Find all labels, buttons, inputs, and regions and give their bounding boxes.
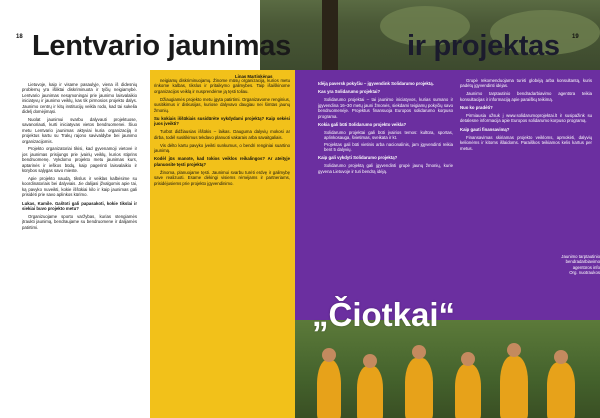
interview-question: Lukas, Kamile. Gaštoti gali papasakoti, kokie tikslai ir siekiai buvo projekto metu?	[22, 200, 137, 212]
interview-question: Su kokiais iššūkiais susidūrėte vykdydami projektą? Kaip sekėsi juos įveikti?	[154, 115, 290, 127]
info-answer: Finansavimas skiriamas projekto veikloms, apmokėti, dalyvių kelionėms ir kitoms išlaidoms. Paraiškos teikiamos kelis kartus per metus.	[460, 134, 592, 151]
group-photo	[295, 320, 600, 418]
paragraph: Apie projekto naudą, tikslus ir veiklas kalbėsime su koordinatoriais bei dalyviais. Jie dalijasi įžvalgomis apie tai, ką pavyko nuveikti, kokie iššūkiai kilo ir kaip jaunimas gali prisidėti prie savo aplinkos kūrimo.	[22, 176, 137, 198]
signature-line: Jaunimo tarptautinio bendradarbiavimo	[561, 254, 600, 265]
text-column-1	[22, 82, 137, 417]
list-item: • Solidarumo projektai gali būti įvairios temos: kultūra, sportas, aplinkosauga, švietimas, sveikata ir kt.	[324, 130, 453, 141]
info-question: Kas yra Solidarumo projektai?	[318, 89, 381, 95]
slogan-heading: „Čiotkai“	[312, 296, 456, 333]
info-question: Kaip gali vykdyti Solidarumo projektą?	[318, 155, 398, 161]
person-figure	[547, 362, 575, 418]
paragraph: neigiamų diskriminuojamų. Žinome mūsų organizaciją, kurios metu rinkome kalbas, tikslus ir pritaikymo galimybes. Taip išaiškinome organizacijos veiklą ir nusprendėme ją tęsti toliau.	[154, 78, 290, 94]
paragraph: Lietuvoje, kaip ir visame pasaulyje, viena iš didesnių problemų yra išliktai diskriminuota ir tyčių neigiamybė. Lentvario jaunimas nesąmoningai prie jaunimo laisvalaikio iniciatyvų ir jaunimo veiklų, kas tik pirmosios projekto dalys. Jaunimo centrų ir kitų institucijų veikla rodo, kad tai sukelia didelį domėjimąsi.	[22, 82, 137, 115]
page-number-left: 18	[16, 34, 23, 40]
paragraph: Grupė rekomenduojama turėti globėją arba konsultantą, kuris padėtų įgyvendinti idėjas.	[460, 78, 592, 89]
info-question: Kokia gali būti Solidarumo projekto veikla?	[318, 121, 407, 127]
author-name: Linas Martinkėnas	[235, 74, 273, 79]
interview-question: Kodėl jūs manote, kad tokios veiklos reikalingos? Ar ateityje planuosite tęsti projektą?	[154, 156, 290, 167]
info-intro: Idėją paversk pokyčiu – įgyvendink Solidarumo projektą.	[318, 81, 434, 86]
info-answer: Pirmiausia užsuk į www.solidarumoprojektai.lt ir susipažink su detalesne informacija apie Europos solidarumo korpuso programą.	[460, 113, 592, 124]
page-number-right: 19	[572, 34, 579, 40]
person-head	[461, 352, 475, 366]
info-question: Kaip gauti finansavimą?	[460, 126, 510, 132]
info-bullet-list	[318, 130, 453, 153]
person-head	[507, 343, 521, 357]
article-title-left: Lentvario jaunimas	[32, 30, 291, 62]
list-item: • Projektas gali būti vietinis arba nacionalinis, jam įgyvendinti reikia bent 5 dalyvių.	[324, 142, 453, 153]
signature-line: Org. nuotraukos	[569, 270, 600, 276]
person-figure	[500, 356, 528, 418]
interview-answer: Organizuojame sporto varžybas, kurias stengiamės įtraukti jaunimą, bendraujame su bendruomene ir dalijamės patirtimi.	[22, 213, 137, 230]
text-column-2	[154, 78, 290, 416]
person-head	[412, 345, 426, 359]
paragraph: Džiaugiamės projekto metu įgyta patirtimi. Organizavome renginius, susitikimus ir diskusijas, kuriose dalyvavo daugiau nei šimtas jaunų žmonių.	[154, 96, 290, 113]
info-answer: Solidarumo projektą gali įgyvendinti grupė jaunų žmonių, kurie gyvena Lietuvoje ir turi bendrą idėją.	[318, 163, 453, 174]
interview-answer: Vis dėlto kartu pavyko įveikti sunkumus, o bendri renginiai suartino jaunimą.	[154, 142, 290, 153]
person-figure	[405, 358, 433, 418]
person-figure	[455, 364, 481, 418]
tree-trunk	[322, 0, 338, 70]
signature-block	[533, 254, 600, 276]
info-answer: Solidarumo projektai – tai jaunimo iniciatyvos, kurias sumano ir įgyvendina 16–30 metų jauni žmonės, siekdami teigiamų pokyčių savo bendruomenėje. Projektus finansuoja Europos solidarumo korpuso programa.	[318, 97, 453, 119]
info-question: Nuo ko pradėti?	[460, 105, 493, 111]
interview-answer: Turbūt didžiausias iššūkis – laikas. Dauguma dalyvių mokosi ar dirba, todėl susitikimus tekdavo planuoti vakarais arba savaitgaliais.	[154, 129, 290, 140]
article-title-right: ir projektas	[407, 30, 560, 62]
paragraph: Nuolat jaunimui svarbu dalyvauti projektuose, savanoriauti, kurti iniciatyvas vietos bendruomenei. Šiuo metu Lentvario jaunimas aktyviai kuria organizaciją ir projektus kartu su Trakų rajono savivaldybe bei jaunimo organizacijomis.	[22, 116, 137, 144]
person-head	[363, 354, 377, 368]
person-head	[322, 348, 336, 362]
person-figure	[357, 366, 383, 418]
text-column-3	[318, 78, 453, 288]
person-figure	[317, 360, 341, 418]
signature-line: agentūros info	[572, 264, 600, 270]
interview-answer: Žinoma, planuojame tęsti. Jaunimui svarbu turėti erdvę ir galimybę save realizuoti. Esame dėkingi visiems rėmėjams ir partneriams, prisidėjusiems prie projekto įgyvendinimo.	[154, 169, 290, 186]
person-head	[554, 350, 568, 364]
paragraph: Jaunimo tarptautinio bendradarbiavimo agentūra teikia konsultacijas ir informaciją apie paraiškų teikimą.	[460, 91, 592, 102]
paragraph: Projekto organizatoriai tikisi, kad gyvenamoji vietovė ir jos jaunimas prisijungs prie įvairių veiklų, kurios stiprins bendruomenę. Vykdomo projekto metu jaunimas kurs, aptarinės ir ieškos būdų, kaip pagerinti laisvalaikio ir kūrybos sąlygas savo mieste.	[22, 146, 137, 174]
